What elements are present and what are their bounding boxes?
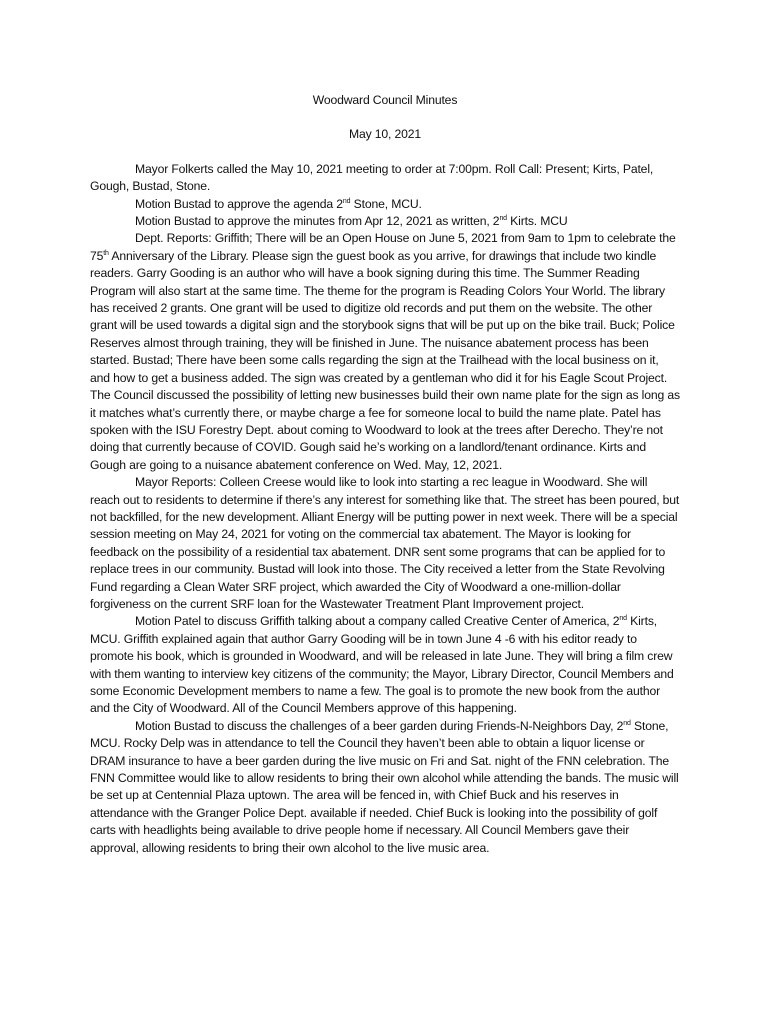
paragraph-minutes-motion: Motion Bustad to approve the minutes from Apr 12, 2021 as written, 2nd Kirts. MCU bbox=[135, 214, 568, 229]
paragraph-creative-center-motion: Motion Patel to discuss Griffith talking about a company called Creative Center of America, 2nd Kirts, MCU. Griffith explained again that author Garry Gooding will be in town June 4 -6 with his editor ready to promote his book, which is grounded in Woodward, and will be released in late June. They will bring a film crew with them wanting to interview key citizens of the community; the Mayor, Library Director, Council Members and some Economic Development members to name a few. The goal is to promote the new book from the author and the City of Woodward. All of the Council Members approve of this happening. bbox=[90, 614, 674, 716]
paragraph-mayor-reports: Mayor Reports: Colleen Creese would like to look into starting a rec league in Woodward. She will reach out to residents to determine if there’s any interest for something like that. The street has been poured, but not backfilled, for the new development. Alliant Energy will be putting power in next week. There will be a special session meeting on May 24, 2021 for voting on the commercial tax abatement. The Mayor is looking for feedback on the possibility of a residential tax abatement. DNR sent some programs that can be applied for to replace trees in our community. Bustad will look into those. The City received a letter from the State Revolving Fund regarding a Clean Water SRF project, which awarded the City of Woodward a one-million-dollar forgiveness on the current SRF loan for the Wastewater Treatment Plant Improvement project. bbox=[90, 475, 680, 611]
document-date: May 10, 2021 bbox=[348, 127, 422, 142]
paragraph-beer-garden-motion: Motion Bustad to discuss the challenges of a beer garden during Friends-N-Neighbors Day, 2nd Stone, MCU. Rocky Delp was in attendance to tell the Council they haven’t been able to obtain a liquor license or DRAM insurance to have a beer garden during the live music on Fri and Sat. night of the FNN celebration. The FNN Committee would like to allow residents to bring their own alcohol while attending the bands. The music will be set up at Centennial Plaza uptown. The area will be fenced in, with Chief Buck and his reserves in attendance with the Granger Police Dept. available if needed. Chief Buck is looking into the possibility of golf carts with headlights being available to drive people home if necessary. All Council Members gave their approval, allowing residents to bring their own alcohol to the live music area. bbox=[90, 718, 679, 855]
paragraph-dept-reports: Dept. Reports: Griffith; There will be an Open House on June 5, 2021 from 9am to 1pm to celebrate the 75th Anniversary of the Library. Please sign the guest book as you arrive, for drawings that include two kindle readers. Garry Gooding is an author who will have a book signing during this time. The Summer Reading Program will also start at the same time. The theme for the program is Reading Colors Your World. The library has received 2 grants. One grant will be used to digitize old records and put them on the website. The other grant will be used towards a digital sign and the storybook signs that will be put up on the bike trail. Buck; Police Reserves almost through training, they will be finished in June. The nuisance abatement process has been started. Bustad; There have been some calls regarding the sign at the Trailhead with the local business on it, and how to get a business added. The sign was created by a gentleman who did it for his Eagle Scout Project. The Council discussed the possibility of letting new businesses build their own name plate for the sign as long as it matches what’s currently there, or maybe charge a fee for someone local to build the name plate. Patel has spoken with the ISU Forestry Dept. about coming to Woodward to look at the trees after Derecho. They’re not doing that currently because of COVID. Gough said he’s working on a landlord/tenant ordinance. Kirts and Gough are going to a nuisance abatement conference on Wed. May, 12, 2021. bbox=[90, 231, 680, 472]
paragraph-call-to-order: Mayor Folkerts called the May 10, 2021 meeting to order at 7:00pm. Roll Call: Present; Kirts, Patel, Gough, Bustad, Stone. bbox=[90, 161, 654, 194]
document-page bbox=[90, 92, 680, 857]
paragraph-agenda-motion: Motion Bustad to approve the agenda 2nd Stone, MCU. bbox=[135, 196, 422, 211]
document-title: Woodward Council Minutes bbox=[312, 93, 458, 107]
